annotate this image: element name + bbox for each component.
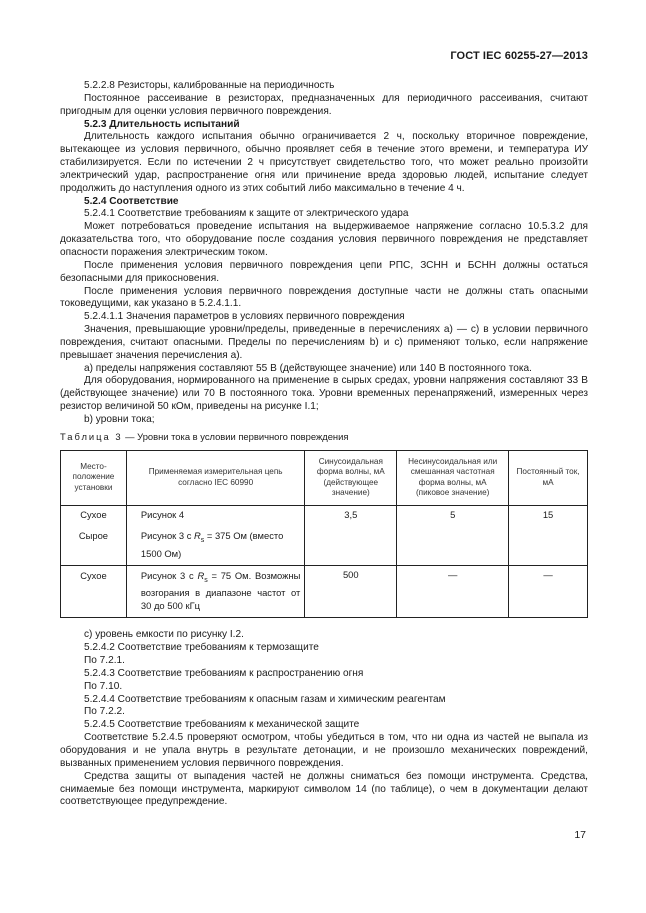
header-circuit: Применяемая измерительная цепь согласно IEC 60990 [126,450,304,505]
row2-circuit: Рисунок 3 с $R_s = 375$ Ом (вместо 1500 Ом) [140,530,284,559]
paragraph: После применения условия первичного повреждения доступные части не должны стать опасными токоведущими, как указано в 5.2.4.1.1. [60,285,588,310]
group2-nonsine-value: — [397,566,509,618]
group1-dc-value: 15 [509,505,588,565]
row3-location: Сухое [61,566,127,618]
row1-location: Сухое [80,508,107,520]
paragraph: b) уровни тока; [84,413,155,425]
group1-sine-value: 3,5 [305,505,397,565]
paragraph: По 7.2.1. [84,655,125,667]
table-header-row [61,450,588,505]
table-caption-label: Таблица 3 [60,430,123,442]
paragraph: 5.2.4.5 Соответствие требованиям к механической защите [84,719,360,731]
paragraph: Длительность каждого испытания обычно ограничивается 2 ч, поскольку вторичное повреждение, вытекающее из условия первичного, обычно проявляет себя в течение этого времени, и температура ИУ стабилизируется. Если по истечении 2 ч присутствует свидетельство того, что может реально произойти электрический удар, распространение огня или причинение вреда здоровью людей, испытание следует продолжить до наступления одного из этих событий либо максимально в течение 4 ч. [60,131,588,194]
paragraph: 5.2.4.1.1 Значения параметров в условиях первичного повреждения [84,311,405,323]
table-caption-text: — Уровни тока в условии первичного повреждения [122,430,349,442]
paragraph: 5.2.4.3 Соответствие требованиям к распространению огня [84,667,364,679]
circuit-cell [126,505,304,565]
paragraph: После применения условия первичного повреждения цепи РПС, ЗСНН и БСНН должны остаться безопасными для прикосновения. [60,259,588,284]
paragraph: 5.2.4.2 Соответствие требованиям к термозащите [84,642,319,654]
paragraphs-after-table [60,629,588,809]
row3-circuit: Рисунок 3 с $R_s = 75$ Ом. Возможны возгорания в диапазоне частот от 30 до 500 кГц [126,566,304,618]
paragraph: Соответствие 5.2.4.5 проверяют осмотром, чтобы убедиться в том, что ни одна из частей не выпала из оборудования и не упала внутрь в результате детонации, и не произошло механических повреждений, вызванных применением условия первичного повреждения. [60,732,588,769]
group2-sine-value: 500 [305,566,397,618]
paragraph: Значения, превышающие уровни/пределы, приведенные в перечислениях а) — с) в условии первичного повреждения, считают опасными. Пределы по перечислениям b) и c) применяют только, если напряжение превышает значения перечисления а). [60,324,588,361]
header-sine: Синусоидальная форма волны, мА (действующее значение) [305,450,397,505]
group2-dc-value: — [509,566,588,618]
table-caption [60,431,588,444]
header-nonsine: Несинусоидальная или смешанная частотная форма волны, мА (пиковое значение) [397,450,509,505]
group1-nonsine-value: 5 [397,505,509,565]
paragraph: 5.2.2.8 Резисторы, калиброванные на периодичность [84,80,335,91]
row2-location: Сырое [78,530,109,542]
paragraph: Может потребоваться проведение испытания на выдерживаемое напряжение согласно 10.5.3.2 для доказательства того, что оборудование после создания условия первичного повреждения не представляет опасности поражения электрическим током. [60,221,588,258]
paragraphs-before-table [60,80,588,427]
row1-circuit: Рисунок 4 [140,508,185,520]
table-row [61,505,588,565]
paragraph: По 7.2.2. [84,706,125,718]
paragraph: Постоянное рассеивание в резисторах, предназначенных для периодичного рассеивания, считают пригодным для оценки условия первичного повреждения. [60,92,588,117]
header-dc: Постоянный ток, мА [509,450,588,505]
paragraph: с) уровень емкости по рисунку I.2. [84,629,244,641]
document-code: ГОСТ IEC 60255-27—2013 [450,50,588,62]
table-row [61,566,588,618]
paragraph: 5.2.4.1 Соответствие требованиям к защите от электрического удара [84,208,409,220]
section-heading: 5.2.4 Соответствие [84,195,179,207]
paragraph: 5.2.4.4 Соответствие требованиям к опасным газам и химическим реагентам [84,693,446,705]
paragraph: По 7.10. [84,680,123,692]
page-number: 17 [574,829,586,841]
paragraph: Для оборудования, нормированного на применение в сырых средах, уровни напряжения составляют 33 В (действующее значение) или 70 В постоянного тока. Уровни временных перенапряжений, измеренных через резистор величиной 50 кОм, приведены на рисунке I.1; [60,375,588,413]
location-cell [61,505,127,565]
current-levels-table [60,450,588,619]
paragraph: Средства защиты от выпадения частей не должны сниматься без помощи инструмента. Средства, снимаемые без помощи инструмента, маркируют символом 14 (по таблице), о чем в документации делают соответствующее предупреждение. [60,770,588,808]
paragraph: а) пределы напряжения составляют 55 В (действующее значение) или 140 В постоянного тока. [84,362,532,374]
page-body [60,80,588,809]
header-location: Место-положение установки [61,450,127,505]
section-heading: 5.2.3 Длительность испытаний [84,118,240,130]
